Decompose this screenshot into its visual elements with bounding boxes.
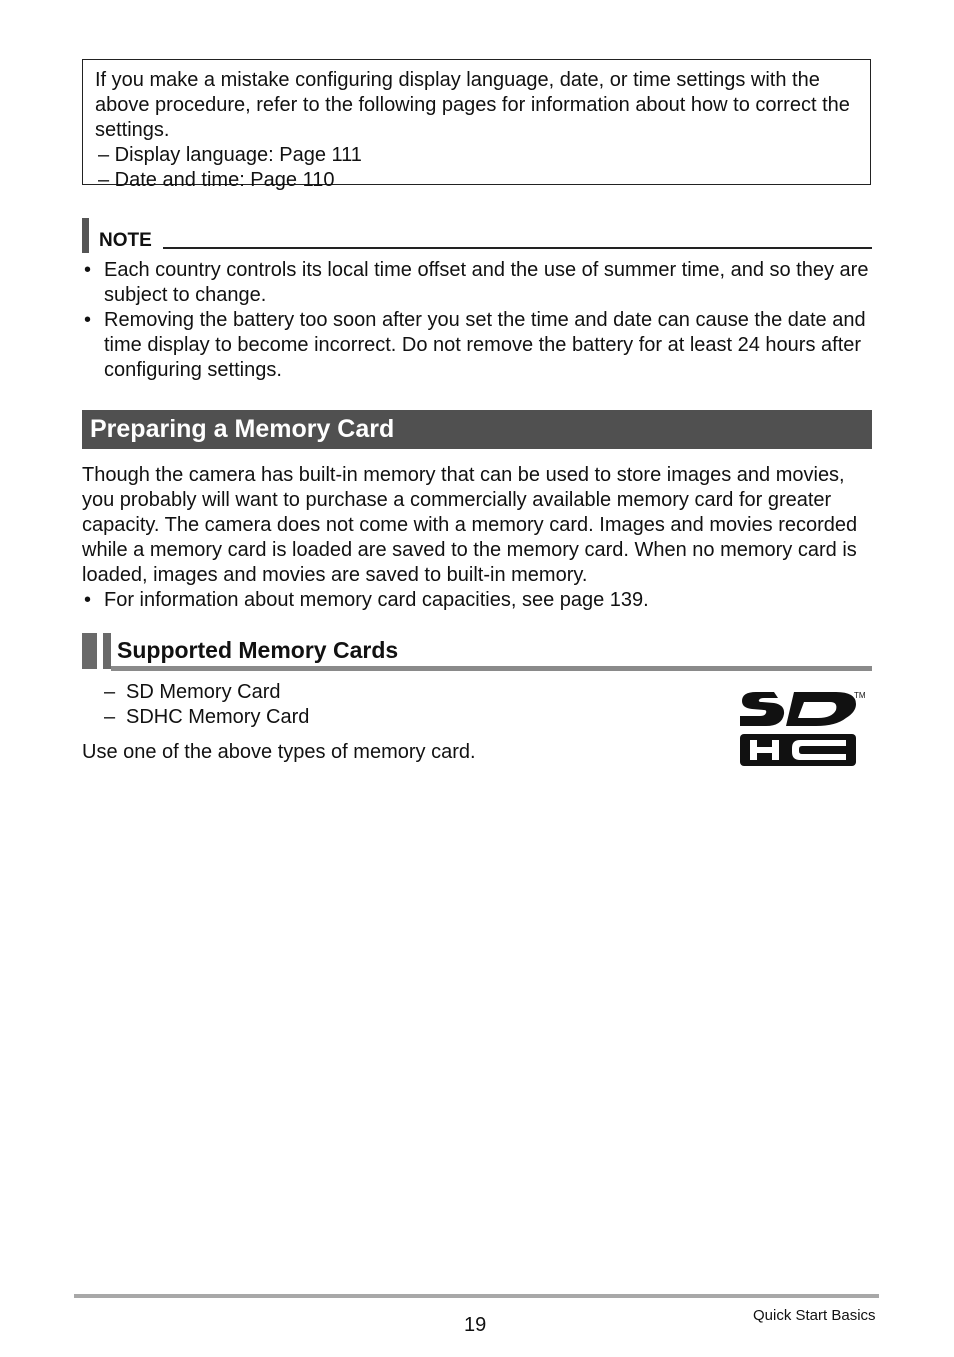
tm-mark: TM <box>854 691 866 700</box>
subsection-bar <box>103 633 111 669</box>
subsection-bar <box>82 633 97 669</box>
sdhc-logo-icon <box>738 688 870 768</box>
dash-symbol: – <box>104 681 116 703</box>
bullet-symbol: • <box>84 589 92 611</box>
note-item-text: Each country controls its local time offset and the use of summer time, and so they are subject to change. <box>104 259 869 306</box>
note-list <box>82 258 872 383</box>
instruction-text: Use one of the above types of memory card. <box>82 741 476 763</box>
info-box <box>82 59 871 191</box>
subsection-title: Supported Memory Cards <box>117 637 399 663</box>
note-item-text: Removing the battery too soon after you set the time and date can cause the date and time display to become incorrect. Do not remove the battery for at least 24 hours after configuring settings. <box>104 309 866 381</box>
info-box-item: – Date and time: Page 110 <box>98 169 335 191</box>
info-box-item: – Display language: Page 111 <box>98 144 362 166</box>
card-type-item <box>104 680 309 705</box>
sd-s-shape <box>740 692 784 726</box>
subsection-rule <box>111 666 872 671</box>
section-paragraph: Though the camera has built-in memory that can be used to store images and movies, you probably will want to purchase a commercially available memory card for greater capacity. The camera does not come with a memory card. Images and movies recorded while a memory card is loaded are saved to the memory card. When no memory card is loaded, images and movies are saved to built-in memory. <box>82 464 858 586</box>
section-bullet-list <box>82 588 872 613</box>
info-box-text: If you make a mistake configuring display language, date, or time settings with the above procedure, refer to the following pages for information about how to correct the settings. <box>95 69 850 141</box>
page-number: 19 <box>464 1314 487 1336</box>
bullet-symbol: • <box>84 309 92 331</box>
note-rule <box>163 247 872 249</box>
note-item <box>82 258 872 308</box>
section-title: Preparing a Memory Card <box>90 415 395 443</box>
section-bullet-text: For information about memory card capacities, see page 139. <box>104 589 649 611</box>
card-type-list <box>104 680 309 730</box>
footer-rule <box>74 1294 879 1298</box>
note-label: NOTE <box>99 230 152 251</box>
note-bar <box>82 218 89 253</box>
section-bullet-item <box>82 588 872 613</box>
card-type-text: SD Memory Card <box>126 681 281 703</box>
card-type-item <box>104 705 309 730</box>
bullet-symbol: • <box>84 259 92 281</box>
note-item <box>82 308 872 383</box>
card-type-text: SDHC Memory Card <box>126 706 310 728</box>
dash-symbol: – <box>104 706 116 728</box>
footer-section-label: Quick Start Basics <box>753 1307 876 1324</box>
sd-disc <box>810 703 834 713</box>
